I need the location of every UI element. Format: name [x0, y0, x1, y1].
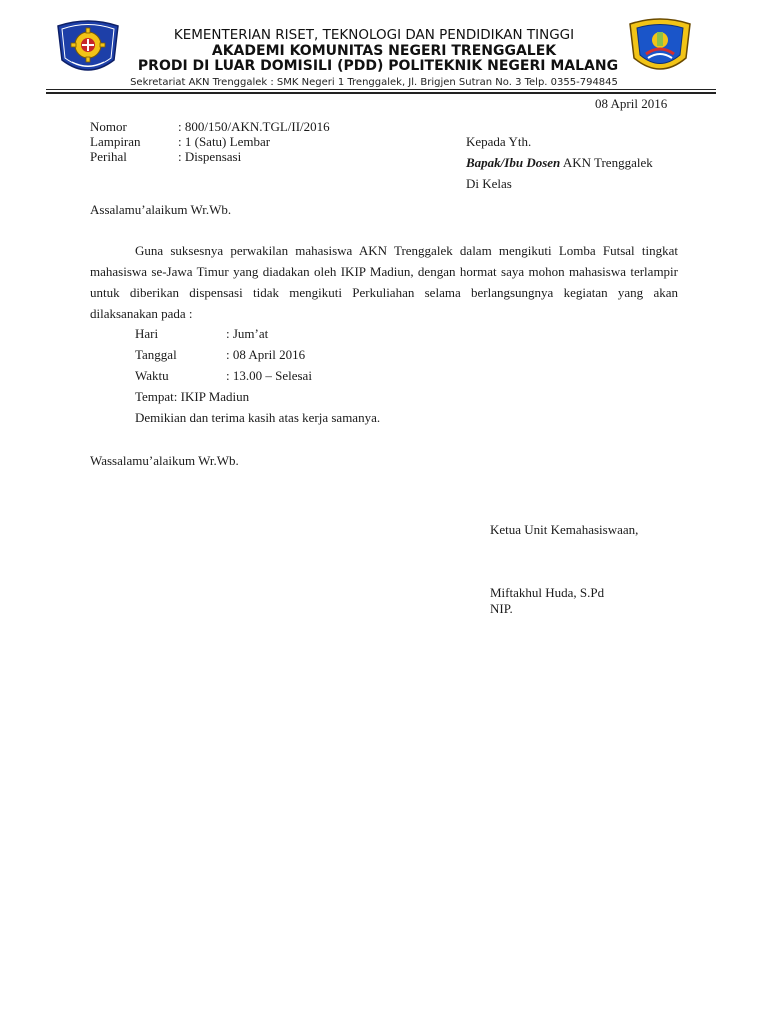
detail-label: Hari — [135, 326, 159, 341]
detail-label: Tanggal — [135, 347, 177, 362]
recipient-line-1: Kepada Yth. — [466, 134, 532, 149]
letterhead-rule-thick — [46, 92, 716, 94]
academy-title: AKADEMI KOMUNITAS NEGERI TRENGGALEK — [211, 43, 557, 59]
detail-value: : Jum’at — [226, 326, 269, 341]
signature-position: Ketua Unit Kemahasiswaan, — [490, 522, 639, 537]
body-paragraph: Guna suksesnya perwakilan mahasiswa AKN Trenggalek dalam mengikuti Lomba Futsal tingkat mahasiswa se-Jawa Timur yang diadakan oleh IKIP Madiun, dengan hormat saya mohon mahasiswa terlampir untuk diberikan dispensasi tidak mengikuti Perkuliahan selama berlangsungnya kegiatan yang akan dilaksanakan pada : — [90, 243, 678, 321]
closing-line: Demikian dan terima kasih atas kerja samanya. — [135, 410, 381, 425]
meta-label: Lampiran — [90, 134, 141, 149]
meta-label: Nomor — [90, 119, 127, 134]
greeting: Assalamu’alaikum Wr.Wb. — [90, 202, 232, 217]
detail-value: : 08 April 2016 — [226, 347, 306, 362]
signature-nip: NIP. — [490, 601, 513, 616]
detail-value: : 13.00 – Selesai — [226, 368, 312, 383]
program-title: PRODI DI LUAR DOMISILI (PDD) POLITEKNIK NEGERI MALANG — [137, 58, 619, 74]
meta-value: : 800/150/AKN.TGL/II/2016 — [178, 119, 330, 134]
recipient-line-2 — [466, 155, 653, 171]
recipient-line-3: Di Kelas — [466, 176, 512, 191]
letterhead-address: Sekretariat AKN Trenggalek : SMK Negeri 1 Trenggalek, Jl. Brigjen Sutran No. 3 Telp. 0355-794845 — [130, 77, 618, 88]
meta-value: : Dispensasi — [178, 149, 242, 164]
detail-place: Tempat: IKIP Madiun — [135, 389, 250, 404]
meta-value: : 1 (Satu) Lembar — [178, 134, 271, 149]
letter-date: 08 April 2016 — [595, 96, 668, 111]
recipient-emphasis: Bapak/Ibu Dosen — [466, 155, 561, 170]
meta-label: Perihal — [90, 149, 127, 164]
detail-label: Waktu — [135, 368, 169, 383]
letterhead-rule-thin — [46, 89, 716, 90]
farewell: Wassalamu’alaikum Wr.Wb. — [90, 453, 239, 468]
signature-name: Miftakhul Huda, S.Pd — [490, 585, 605, 600]
ministry-title: KEMENTERIAN RISET, TEKNOLOGI DAN PENDIDIKAN TINGGI — [173, 27, 575, 43]
recipient-rest: AKN Trenggalek — [560, 155, 653, 170]
